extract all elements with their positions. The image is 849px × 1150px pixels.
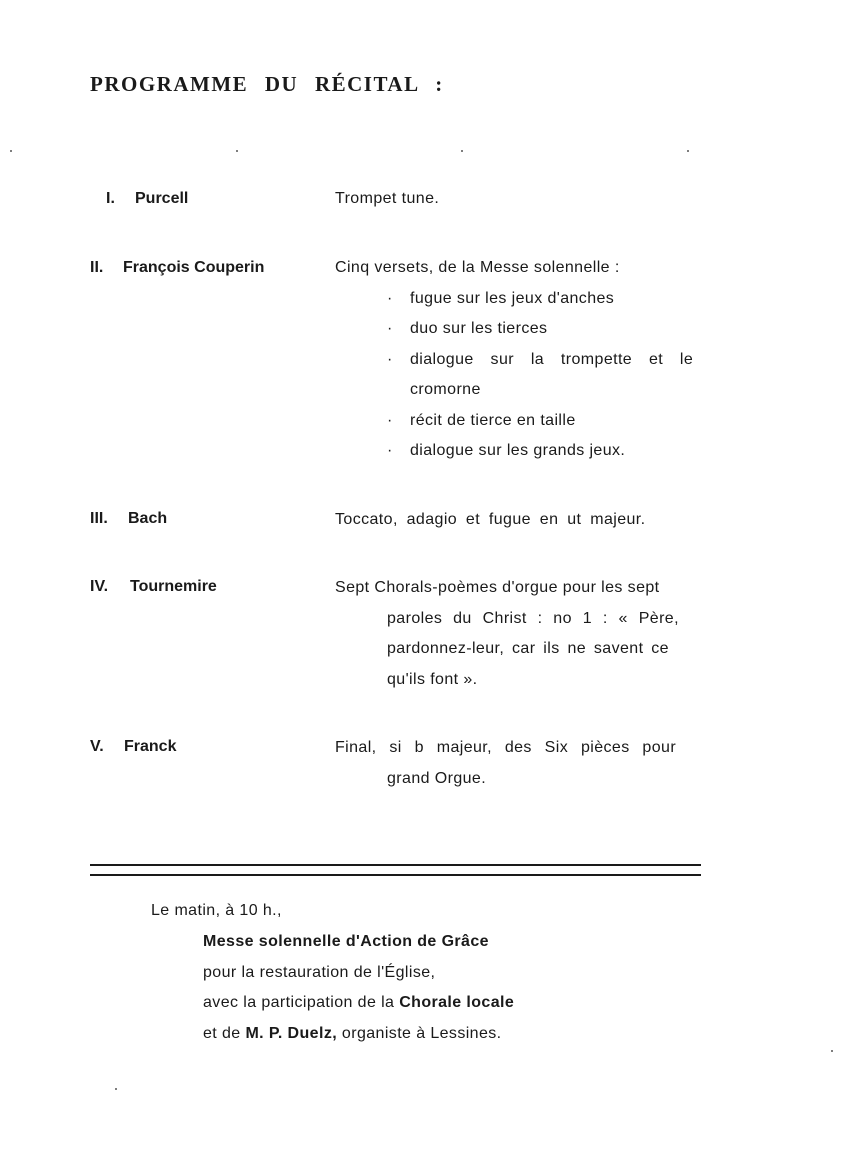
item-number: IV.	[90, 578, 109, 595]
work-description	[335, 573, 679, 695]
work-line: Trompet tune.	[335, 190, 440, 207]
verset-item: · récit de tierce en taille	[387, 411, 576, 429]
scan-speck	[115, 1088, 117, 1090]
verset-item: · fugue sur les jeux d'anches	[387, 289, 615, 307]
work-line: qu'ils font ».	[387, 670, 478, 688]
work-description	[335, 505, 646, 536]
scan-speck	[236, 150, 238, 152]
work-description	[335, 184, 439, 215]
verset-item: · dialogue sur la trompette et le	[387, 350, 694, 368]
work-description	[335, 253, 693, 467]
divider-rule	[90, 864, 701, 866]
verset-item: · duo sur les tierces	[387, 320, 548, 337]
composer-name: Tournemire	[130, 578, 217, 595]
item-number: V.	[90, 738, 104, 755]
scan-speck	[10, 150, 12, 152]
item-number: I.	[106, 190, 115, 207]
work-line: paroles du Christ : no 1 : « Père,	[387, 609, 679, 627]
scan-speck	[831, 1050, 833, 1052]
item-number: III.	[90, 510, 108, 527]
mass-title: Messe solennelle d'Action de Grâce	[203, 933, 489, 950]
work-line: Toccato, adagio et fugue en ut majeur.	[335, 511, 646, 528]
composer-name: Bach	[128, 510, 168, 527]
work-line: Sept Chorals-poèmes d'orgue pour les sept	[335, 579, 660, 596]
divider-rule	[90, 874, 701, 876]
mass-purpose: pour la restauration de l'Église,	[203, 963, 436, 981]
work-line: Cinq versets, de la Messe solennelle :	[335, 259, 620, 276]
work-line: pardonnez-leur, car ils ne savent ce	[387, 640, 669, 657]
composer-name: Franck	[124, 738, 177, 755]
verset-item-continuation: cromorne	[410, 381, 481, 398]
mass-announcement	[203, 927, 514, 1049]
organist-line: et de M. P. Duelz, organiste à Lessines.	[203, 1024, 502, 1042]
item-number: II.	[90, 259, 104, 276]
scan-speck	[461, 150, 463, 152]
scan-speck	[687, 150, 689, 152]
work-line: Final, si b majeur, des Six pièces pour	[335, 739, 677, 756]
work-line: grand Orgue.	[387, 769, 487, 787]
verset-item: · dialogue sur les grands jeux.	[387, 442, 626, 459]
composer-name: Purcell	[135, 190, 189, 207]
morning-note: Le matin, à 10 h.,	[151, 902, 282, 919]
page-title: PROGRAMME DU RÉCITAL :	[90, 72, 444, 96]
composer-name: François Couperin	[123, 259, 265, 276]
chorale-line: avec la participation de la Chorale locale	[203, 994, 515, 1011]
work-description	[335, 733, 676, 794]
